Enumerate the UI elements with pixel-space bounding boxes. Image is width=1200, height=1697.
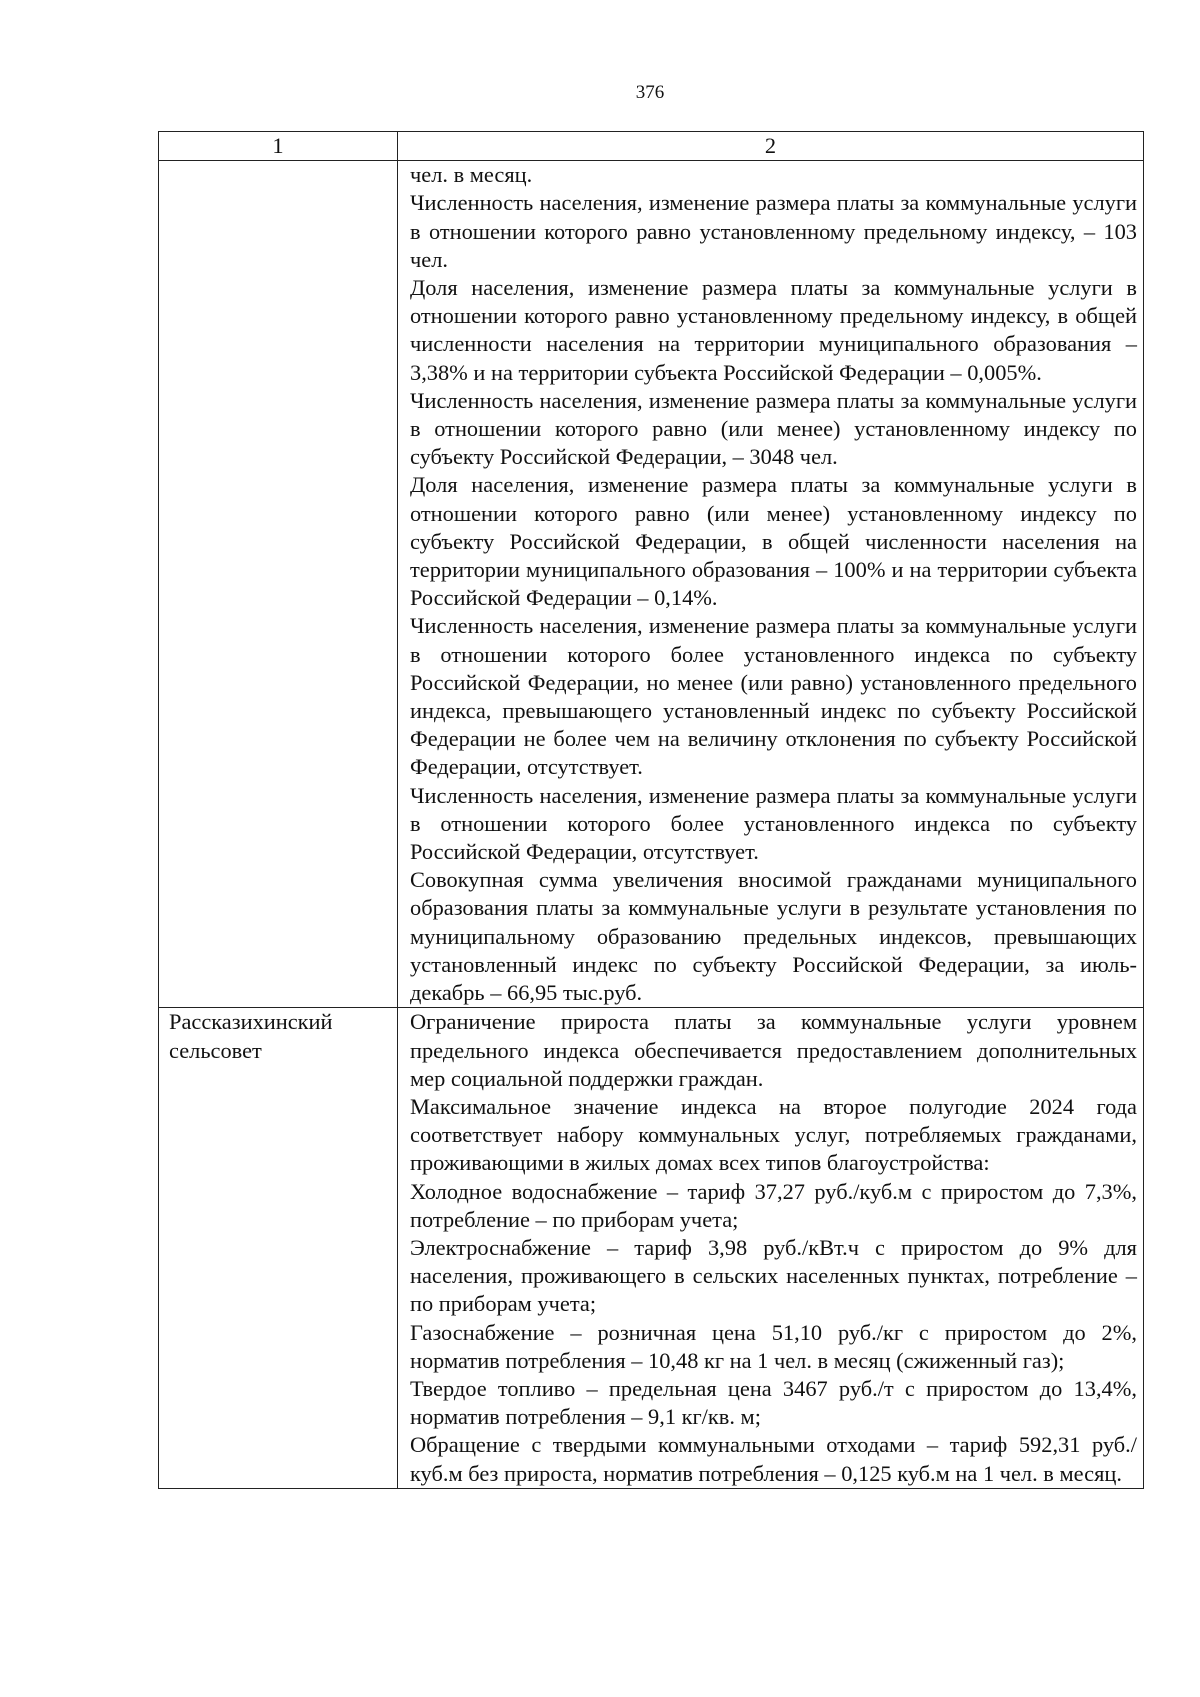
- paragraph: Доля населения, изменение размера платы за коммунальные услуги в отношении которого равно (или менее) установленному индексу по субъекту Российской Федерации, в общей численности населения на территории муниципального образования – 100% и на территории субъекта Российской Федерации – 0,14%.: [410, 472, 1137, 611]
- table-header-row: [159, 132, 1144, 161]
- description-cell: [398, 161, 1144, 1008]
- paragraph: Численность населения, изменение размера платы за коммунальные услуги в отношении которого более установленного индекса по субъекту Российской Федерации, отсутствует.: [410, 782, 1137, 865]
- paragraph: Численность населения, изменение размера платы за коммунальные услуги в отношении которого равно установленному предельному индексу, – 103 чел.: [410, 190, 1137, 272]
- paragraph: Электроснабжение – тариф 3,98 руб./кВт.ч с приростом до 9% для населения, проживающего в сельских населенных пунктах, потребление – по приборам учета;: [410, 1234, 1137, 1317]
- paragraph: Ограничение прироста платы за коммунальные услуги уровнем предельного индекса обеспечивается предоставлением дополнительных мер социальной поддержки граждан.: [410, 1009, 1137, 1091]
- table-row: [159, 161, 1144, 1008]
- municipality-name-cell: Рассказихинский сельсовет: [159, 1008, 398, 1488]
- paragraph: Совокупная сумма увеличения вносимой гражданами муниципального образования платы за коммунальные услуги в результате установления по муниципальному образованию предельных индексов, превышающих установленный индекс по субъекту Российской Федерации, за июль-декабрь – 66,95 тыс.руб.: [410, 867, 1137, 1006]
- column-header-2: 2: [398, 132, 1144, 161]
- paragraph: чел. в месяц.: [410, 162, 533, 188]
- paragraph: Газоснабжение – розничная цена 51,10 руб./кг с приростом до 2%, норматив потребления – 10,48 кг на 1 чел. в месяц (сжиженный газ);: [410, 1319, 1137, 1373]
- paragraph: Максимальное значение индекса на второе полугодие 2024 года соответствует набору коммунальных услуг, потребляемых гражданами, проживающими в жилых домах всех типов благоустройства:: [410, 1093, 1137, 1176]
- table-row: [159, 1008, 1144, 1488]
- description-cell: [398, 1008, 1144, 1488]
- paragraph: Доля населения, изменение размера платы за коммунальные услуги в отношении которого равно установленному предельному индексу, в общей численности населения на территории муниципального образования – 3,38% и на территории субъекта Российской Федерации – 0,005%.: [410, 275, 1137, 385]
- data-table: [158, 131, 1144, 1489]
- column-header-1: 1: [159, 132, 398, 161]
- paragraph: Твердое топливо – предельная цена 3467 руб./т с приростом до 13,4%, норматив потребления – 9,1 кг/кв. м;: [410, 1375, 1137, 1430]
- page-number: 376: [635, 82, 665, 103]
- paragraph: Обращение с твердыми коммунальными отходами – тариф 592,31 руб./куб.м без прироста, норматив потребления – 0,125 куб.м на 1 чел. в месяц.: [410, 1432, 1137, 1486]
- paragraph: Численность населения, изменение размера платы за коммунальные услуги в отношении которого равно (или менее) установленному индексу по субъекту Российской Федерации, – 3048 чел.: [410, 387, 1137, 470]
- municipality-name-cell: [159, 161, 398, 1008]
- paragraph: Численность населения, изменение размера платы за коммунальные услуги в отношении которого более установленного индекса по субъекту Российской Федерации, но менее (или равно) установленного предельного индекса, превышающего установленный индекс по субъекту Российской Федерации не более чем на величину отклонения по субъекту Российской Федерации, отсутствует.: [410, 613, 1137, 780]
- paragraph: Холодное водоснабжение – тариф 37,27 руб./куб.м с приростом до 7,3%, потребление – по приборам учета;: [410, 1178, 1137, 1232]
